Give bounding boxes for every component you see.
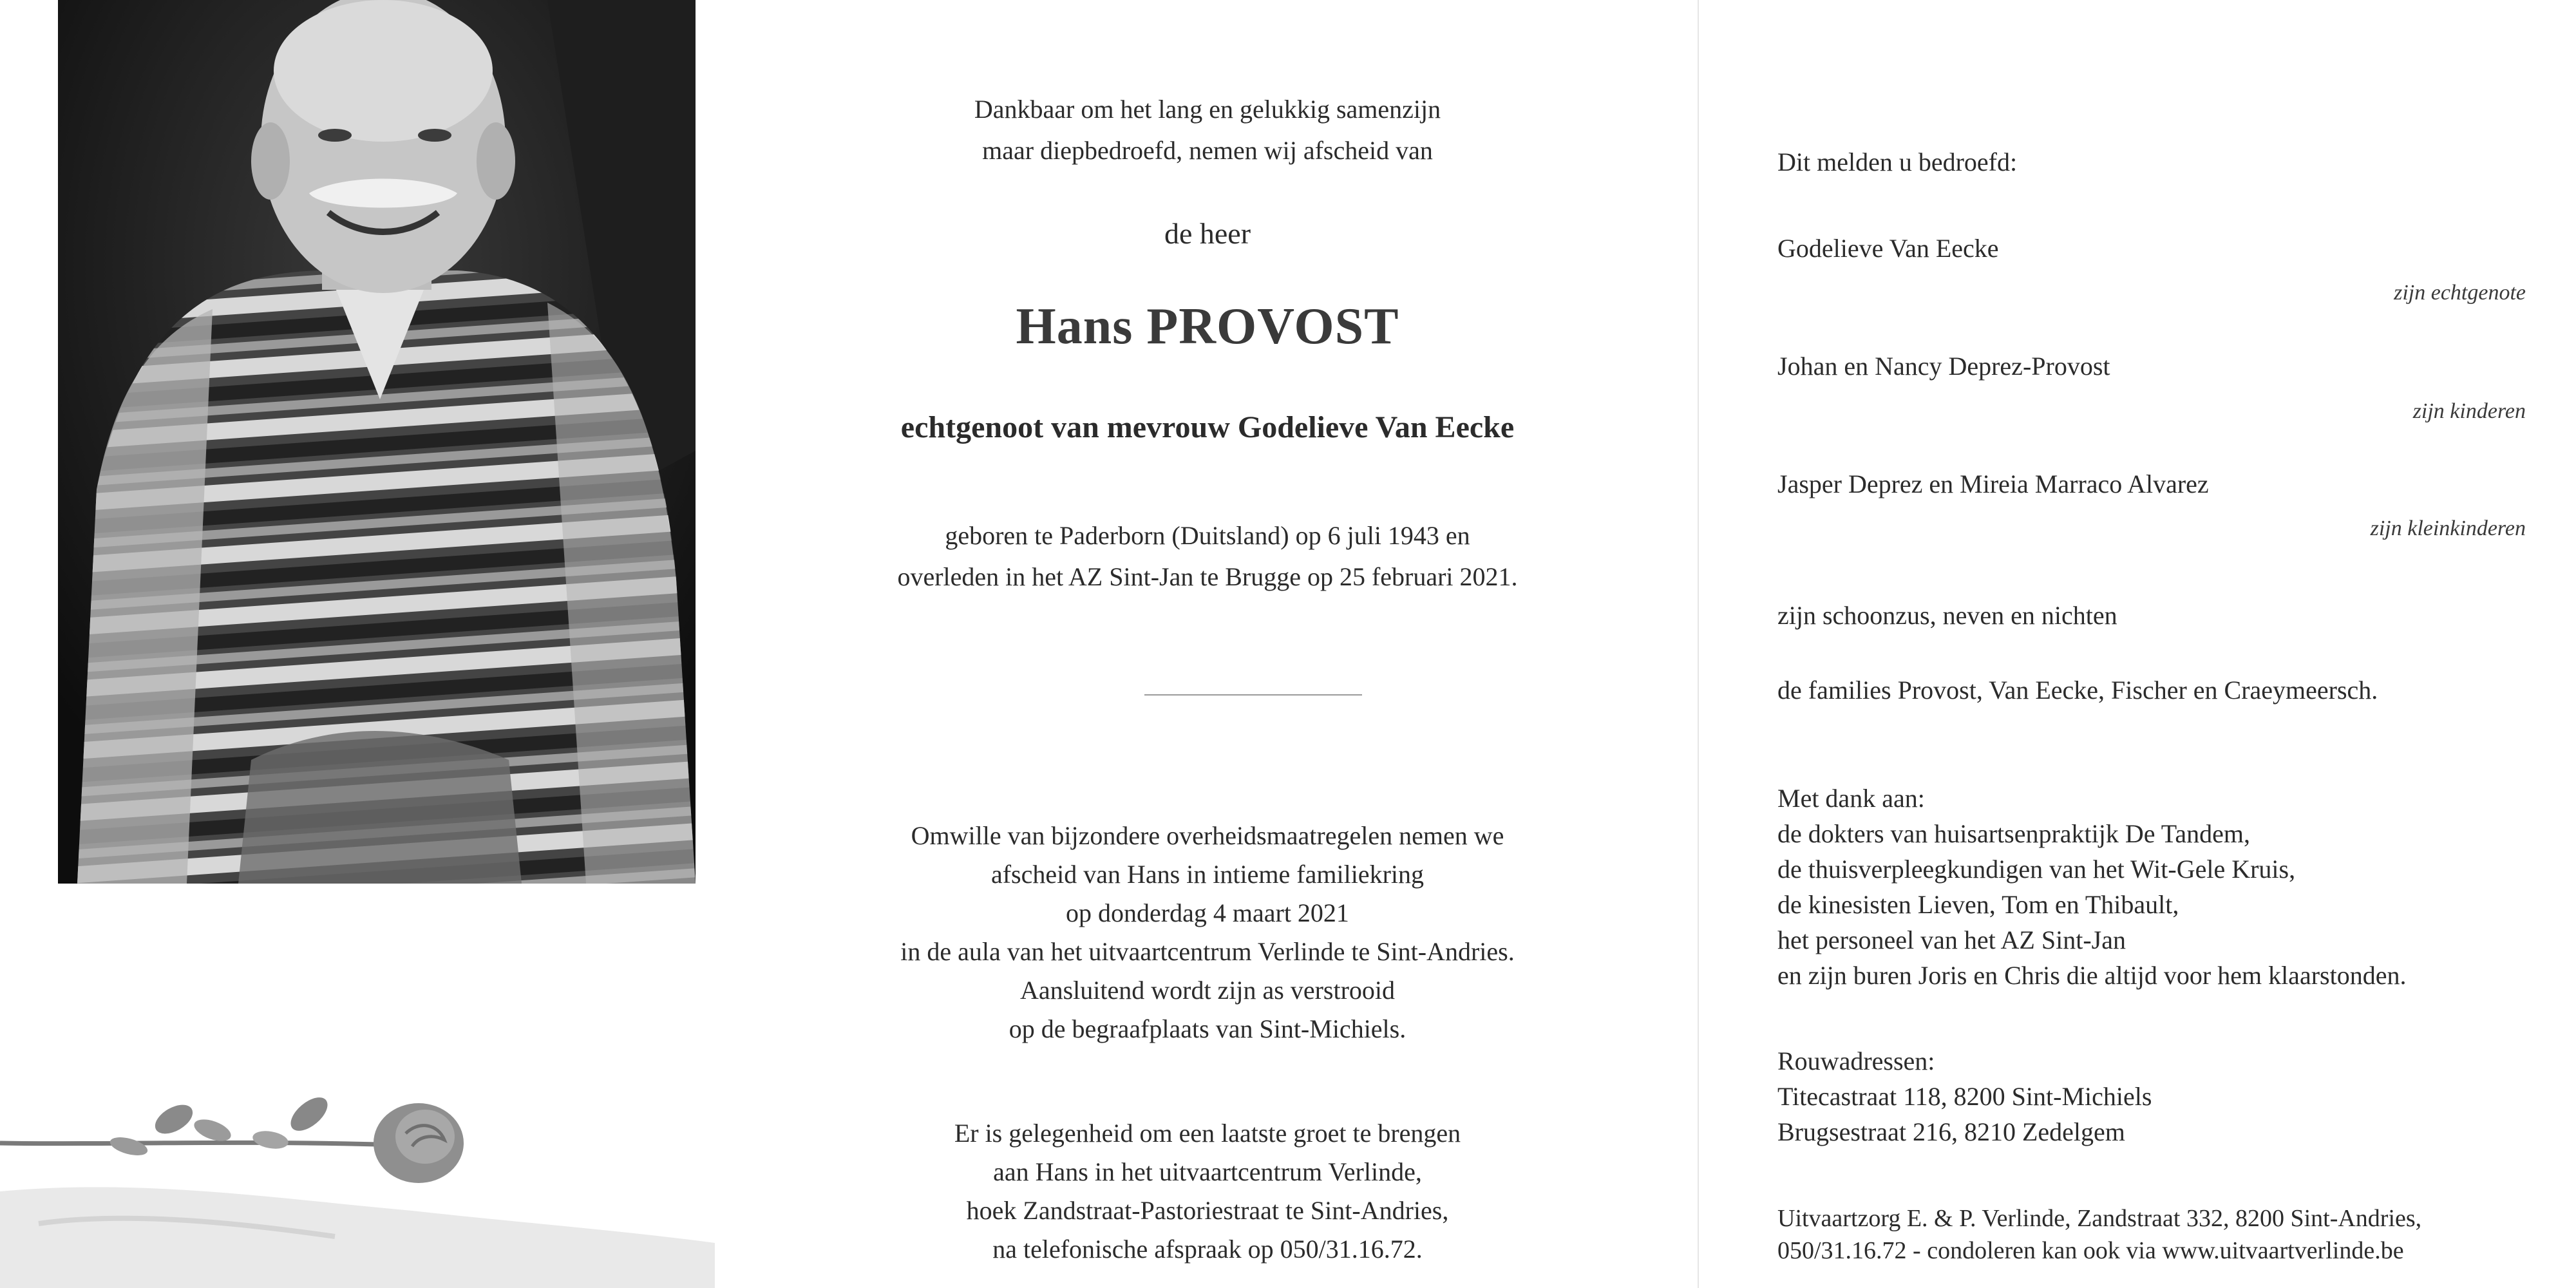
families-line: de families Provost, Van Eecke, Fischer en Craeymeersch. [1777, 676, 2378, 705]
relatives-line: zijn schoonzus, neven en nichten [1777, 601, 2117, 630]
portrait-photo [58, 0, 696, 884]
undertaker-line: 050/31.16.72 - condoleren kan ook via www.uitvaartverlinde.be [1777, 1237, 2404, 1264]
thanks-line: en zijn buren Joris en Chris die altijd voor hem klaarstonden. [1777, 961, 2407, 990]
intro-line: Dankbaar om het lang en gelukkig samenzijn [974, 95, 1441, 124]
intro-text [715, 89, 1700, 171]
address-line: Brugsestraat 216, 8210 Zedelgem [1777, 1117, 2125, 1146]
mourner-name: Johan en Nancy Deprez-Provost [1777, 352, 2110, 381]
intro-line: maar diepbedroefd, nemen wij afscheid van [982, 136, 1433, 165]
undertaker-section [1777, 1202, 2421, 1267]
ceremony-line: Aansluitend wordt zijn as verstrooid [1019, 976, 1396, 1005]
ceremony-line: op donderdag 4 maart 2021 [1066, 898, 1349, 927]
birth-death-text [715, 515, 1700, 598]
visitation-text [715, 1114, 1700, 1269]
visitation-line: Er is gelegenheid om een laatste groet te brengen [954, 1119, 1461, 1148]
undertaker-line: Uitvaartzorg E. & P. Verlinde, Zandstraat 332, 8200 Sint-Andries, [1777, 1205, 2422, 1232]
ceremony-line: in de aula van het uitvaartcentrum Verlinde te Sint-Andries. [900, 937, 1515, 966]
visitation-line: aan Hans in het uitvaartcentrum Verlinde, [993, 1157, 1422, 1186]
addresses-heading: Rouwadressen: [1777, 1046, 1935, 1075]
ceremony-line: Omwille van bijzondere overheidsmaatregelen nemen we [911, 821, 1504, 850]
deceased-name: Hans PROVOST [1016, 298, 1399, 355]
thanks-line: het personeel van het AZ Sint-Jan [1777, 925, 2126, 954]
visitation-line: na telefonische afspraak op 050/31.16.72. [992, 1235, 1423, 1264]
announce-heading: Dit melden u bedroefd: [1777, 147, 2018, 176]
rose-illustration [0, 1069, 715, 1288]
portrait-illustration [58, 0, 696, 884]
visitation-line: hoek Zandstraat-Pastoriestraat te Sint-Andries, [966, 1196, 1449, 1225]
mourner-name: Jasper Deprez en Mireia Marraco Alvarez [1777, 469, 2209, 498]
mourner-role: zijn kleinkinderen [2370, 516, 2526, 540]
honorific: de heer [1164, 217, 1251, 250]
ceremony-line: afscheid van Hans in intieme familiekring [990, 860, 1424, 889]
mourner-role: zijn echtgenote [2394, 281, 2526, 305]
thanks-section [1777, 781, 2406, 993]
death-line: overleden in het AZ Sint-Jan te Brugge op 25 februari 2021. [897, 562, 1518, 591]
divider [1144, 694, 1362, 696]
ceremony-line: op de begraafplaats van Sint-Michiels. [1009, 1014, 1406, 1043]
announcement-panel [715, 0, 1700, 1288]
addresses-section [1777, 1043, 2152, 1150]
spouse-line: echtgenoot van mevrouw Godelieve Van Eecke [900, 410, 1515, 444]
mourner-name: Godelieve Van Eecke [1777, 234, 1999, 263]
mourner-role: zijn kinderen [2412, 399, 2526, 423]
thanks-line: de thuisverpleegkundigen van het Wit-Gele Kruis, [1777, 855, 2296, 884]
mourners-panel [1700, 0, 2576, 1288]
rose-decoration [0, 1069, 715, 1288]
birth-line: geboren te Paderborn (Duitsland) op 6 juli 1943 en [945, 521, 1470, 550]
photo-panel [0, 0, 715, 1288]
ceremony-text [715, 817, 1700, 1048]
address-line: Titecastraat 118, 8200 Sint-Michiels [1777, 1082, 2152, 1111]
thanks-heading: Met dank aan: [1777, 784, 1925, 813]
thanks-line: de dokters van huisartsenpraktijk De Tandem, [1777, 819, 2251, 848]
thanks-line: de kinesisten Lieven, Tom en Thibault, [1777, 890, 2179, 919]
